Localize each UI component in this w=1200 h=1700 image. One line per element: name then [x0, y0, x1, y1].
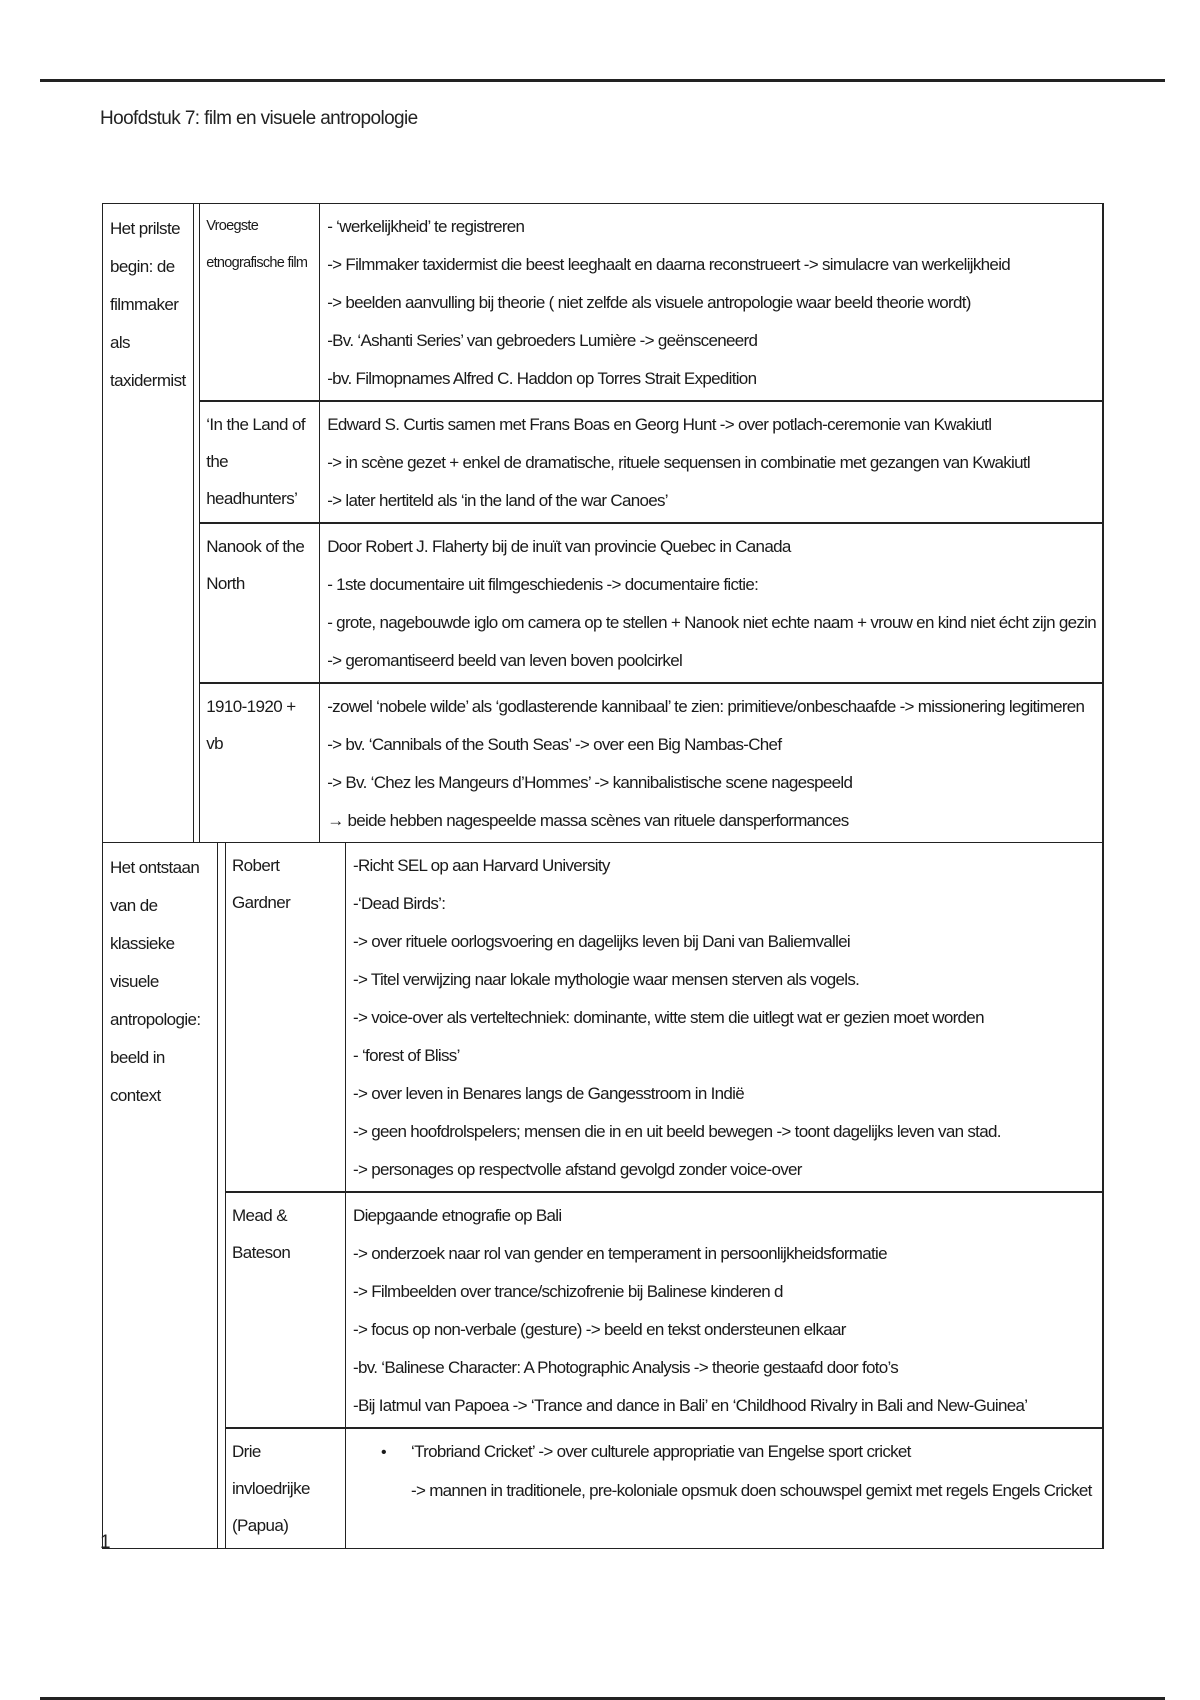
- note-line: -Bij Iatmul van Papoea -> ‘Trance and dance in Bali’ en ‘Childhood Rivalry in Bali and New-Guinea’: [353, 1396, 1028, 1415]
- note-line: -bv. Filmopnames Alfred C. Haddon op Torres Strait Expedition: [327, 369, 757, 388]
- note-line: -zowel ‘nobele wilde’ als ‘godlasterende kannibaal’ te zien: primitieve/onbeschaafde -> missionering legitimeren: [327, 697, 1085, 716]
- note-line: -> over rituele oorlogsvoering en dagelijks leven bij Dani van Baliemvallei: [353, 932, 850, 951]
- note-line: -> Filmmaker taxidermist die beest leeghaalt en daarna reconstrueert -> simulacre van werkelijkheid: [327, 255, 1011, 274]
- top-rule: [40, 79, 1165, 82]
- note-line: -> Titel verwijzing naar lokale mythologie waar mensen sterven als vogels.: [353, 970, 860, 989]
- note-line: -> beelden aanvulling bij theorie ( niet zelfde als visuele antropologie waar beeld theorie wordt): [327, 293, 971, 312]
- topic-cell: Nanook of the North: [200, 524, 320, 682]
- table-row: [226, 1427, 1103, 1548]
- table-row: [226, 1191, 1103, 1427]
- content-cell: [320, 524, 1103, 682]
- content-cell: [320, 204, 1103, 400]
- note-line: - ‘forest of Bliss’: [353, 1046, 460, 1065]
- bullet-icon: •: [381, 1444, 386, 1461]
- topic-cell: 1910-1920 + vb: [200, 684, 320, 842]
- topic-cell: Drie invloedrijke (Papua): [226, 1429, 346, 1548]
- content-cell: [320, 684, 1103, 842]
- content-cell: [346, 843, 1103, 1191]
- topic-cell: ‘In the Land of the headhunters’: [200, 402, 320, 522]
- notes-table: [102, 203, 1104, 1549]
- topic-cell: Vroegste etnografische film: [200, 204, 320, 400]
- note-line: Door Robert J. Flaherty bij de inuït van provincie Quebec in Canada: [327, 537, 791, 556]
- note-line: Edward S. Curtis samen met Frans Boas en Georg Hunt -> over potlach-ceremonie van Kwakiutl: [327, 415, 992, 434]
- content-cell: [320, 402, 1103, 522]
- note-line: -‘Dead Birds’:: [353, 894, 446, 913]
- note-line: -> voice-over als verteltechniek: dominante, witte stem die uitlegt wat er gezien moet worden: [353, 1008, 984, 1027]
- note-line: → beide hebben nagespeelde massa scènes van rituele dansperformances: [327, 811, 849, 830]
- note-line: -> onderzoek naar rol van gender en temperament in persoonlijkheidsformatie: [353, 1244, 887, 1263]
- note-line: -> bv. ‘Cannibals of the South Seas’ -> over een Big Nambas-Chef: [327, 735, 782, 754]
- table-row: [200, 400, 1103, 522]
- note-line: Diepgaande etnografie op Bali: [353, 1206, 562, 1225]
- note-line: -> geromantiseerd beeld van leven boven poolcirkel: [327, 651, 683, 670]
- note-line: -> geen hoofdrolspelers; mensen die in en uit beeld bewegen -> toont dagelijks leven van stad.: [353, 1122, 1001, 1141]
- section-classic-visual-anthropology: [103, 842, 1103, 1548]
- topic-cell: Robert Gardner: [226, 843, 346, 1191]
- note-line: -> later hertiteld als ‘in the land of the war Canoes’: [327, 491, 668, 510]
- content-cell: [346, 1193, 1103, 1427]
- section-label: Het prilste begin: de filmmaker als taxidermist: [103, 204, 194, 842]
- note-line: -> Filmbeelden over trance/schizofrenie bij Balinese kinderen d: [353, 1282, 783, 1301]
- note-line: [353, 1433, 1096, 1472]
- note-line: -bv. ‘Balinese Character: A Photographic Analysis -> theorie gestaafd door foto’s: [353, 1358, 899, 1377]
- note-line: - grote, nagebouwde iglo om camera op te stellen + Nanook niet echte naam + vrouw en kind niet écht zijn gezin: [327, 613, 1096, 632]
- note-line: -> over leven in Benares langs de Gangesstroom in Indië: [353, 1084, 744, 1103]
- table-row: [226, 843, 1103, 1191]
- table-row: [200, 522, 1103, 682]
- note-line: -> mannen in traditionele, pre-koloniale opsmuk doen schouwspel gemixt met regels Engels Cricket: [411, 1481, 1092, 1500]
- note-line: - ‘werkelijkheid’ te registreren: [327, 217, 525, 236]
- table-row: [200, 682, 1103, 842]
- note-line: -Richt SEL op aan Harvard University: [353, 856, 610, 875]
- note-line: - 1ste documentaire uit filmgeschiedenis -> documentaire fictie:: [327, 575, 759, 594]
- section-label: Het ontstaan van de klassieke visuele antropologie: beeld in context: [103, 843, 218, 1548]
- topic-cell: Mead & Bateson: [226, 1193, 346, 1427]
- note-line: -> in scène gezet + enkel de dramatische, rituele sequensen in combinatie met gezangen van Kwakiutl: [327, 453, 1030, 472]
- page-title: Hoofdstuk 7: film en visuele antropologie: [100, 108, 418, 129]
- table-row: [200, 204, 1103, 400]
- section-earliest-beginning: [103, 204, 1103, 842]
- note-line: -> personages op respectvolle afstand gevolgd zonder voice-over: [353, 1160, 802, 1179]
- content-cell: [346, 1429, 1103, 1548]
- note-line: -Bv. ‘Ashanti Series’ van gebroeders Lumière -> geënsceneerd: [327, 331, 758, 350]
- note-text: ‘Trobriand Cricket’ -> over culturele appropriatie van Engelse sport cricket: [411, 1442, 911, 1461]
- page-number: 1: [100, 1532, 111, 1553]
- note-line: -> focus op non-verbale (gesture) -> beeld en tekst ondersteunen elkaar: [353, 1320, 846, 1339]
- note-line: -> Bv. ‘Chez les Mangeurs d’Hommes’ -> kannibalistische scene nagespeeld: [327, 773, 853, 792]
